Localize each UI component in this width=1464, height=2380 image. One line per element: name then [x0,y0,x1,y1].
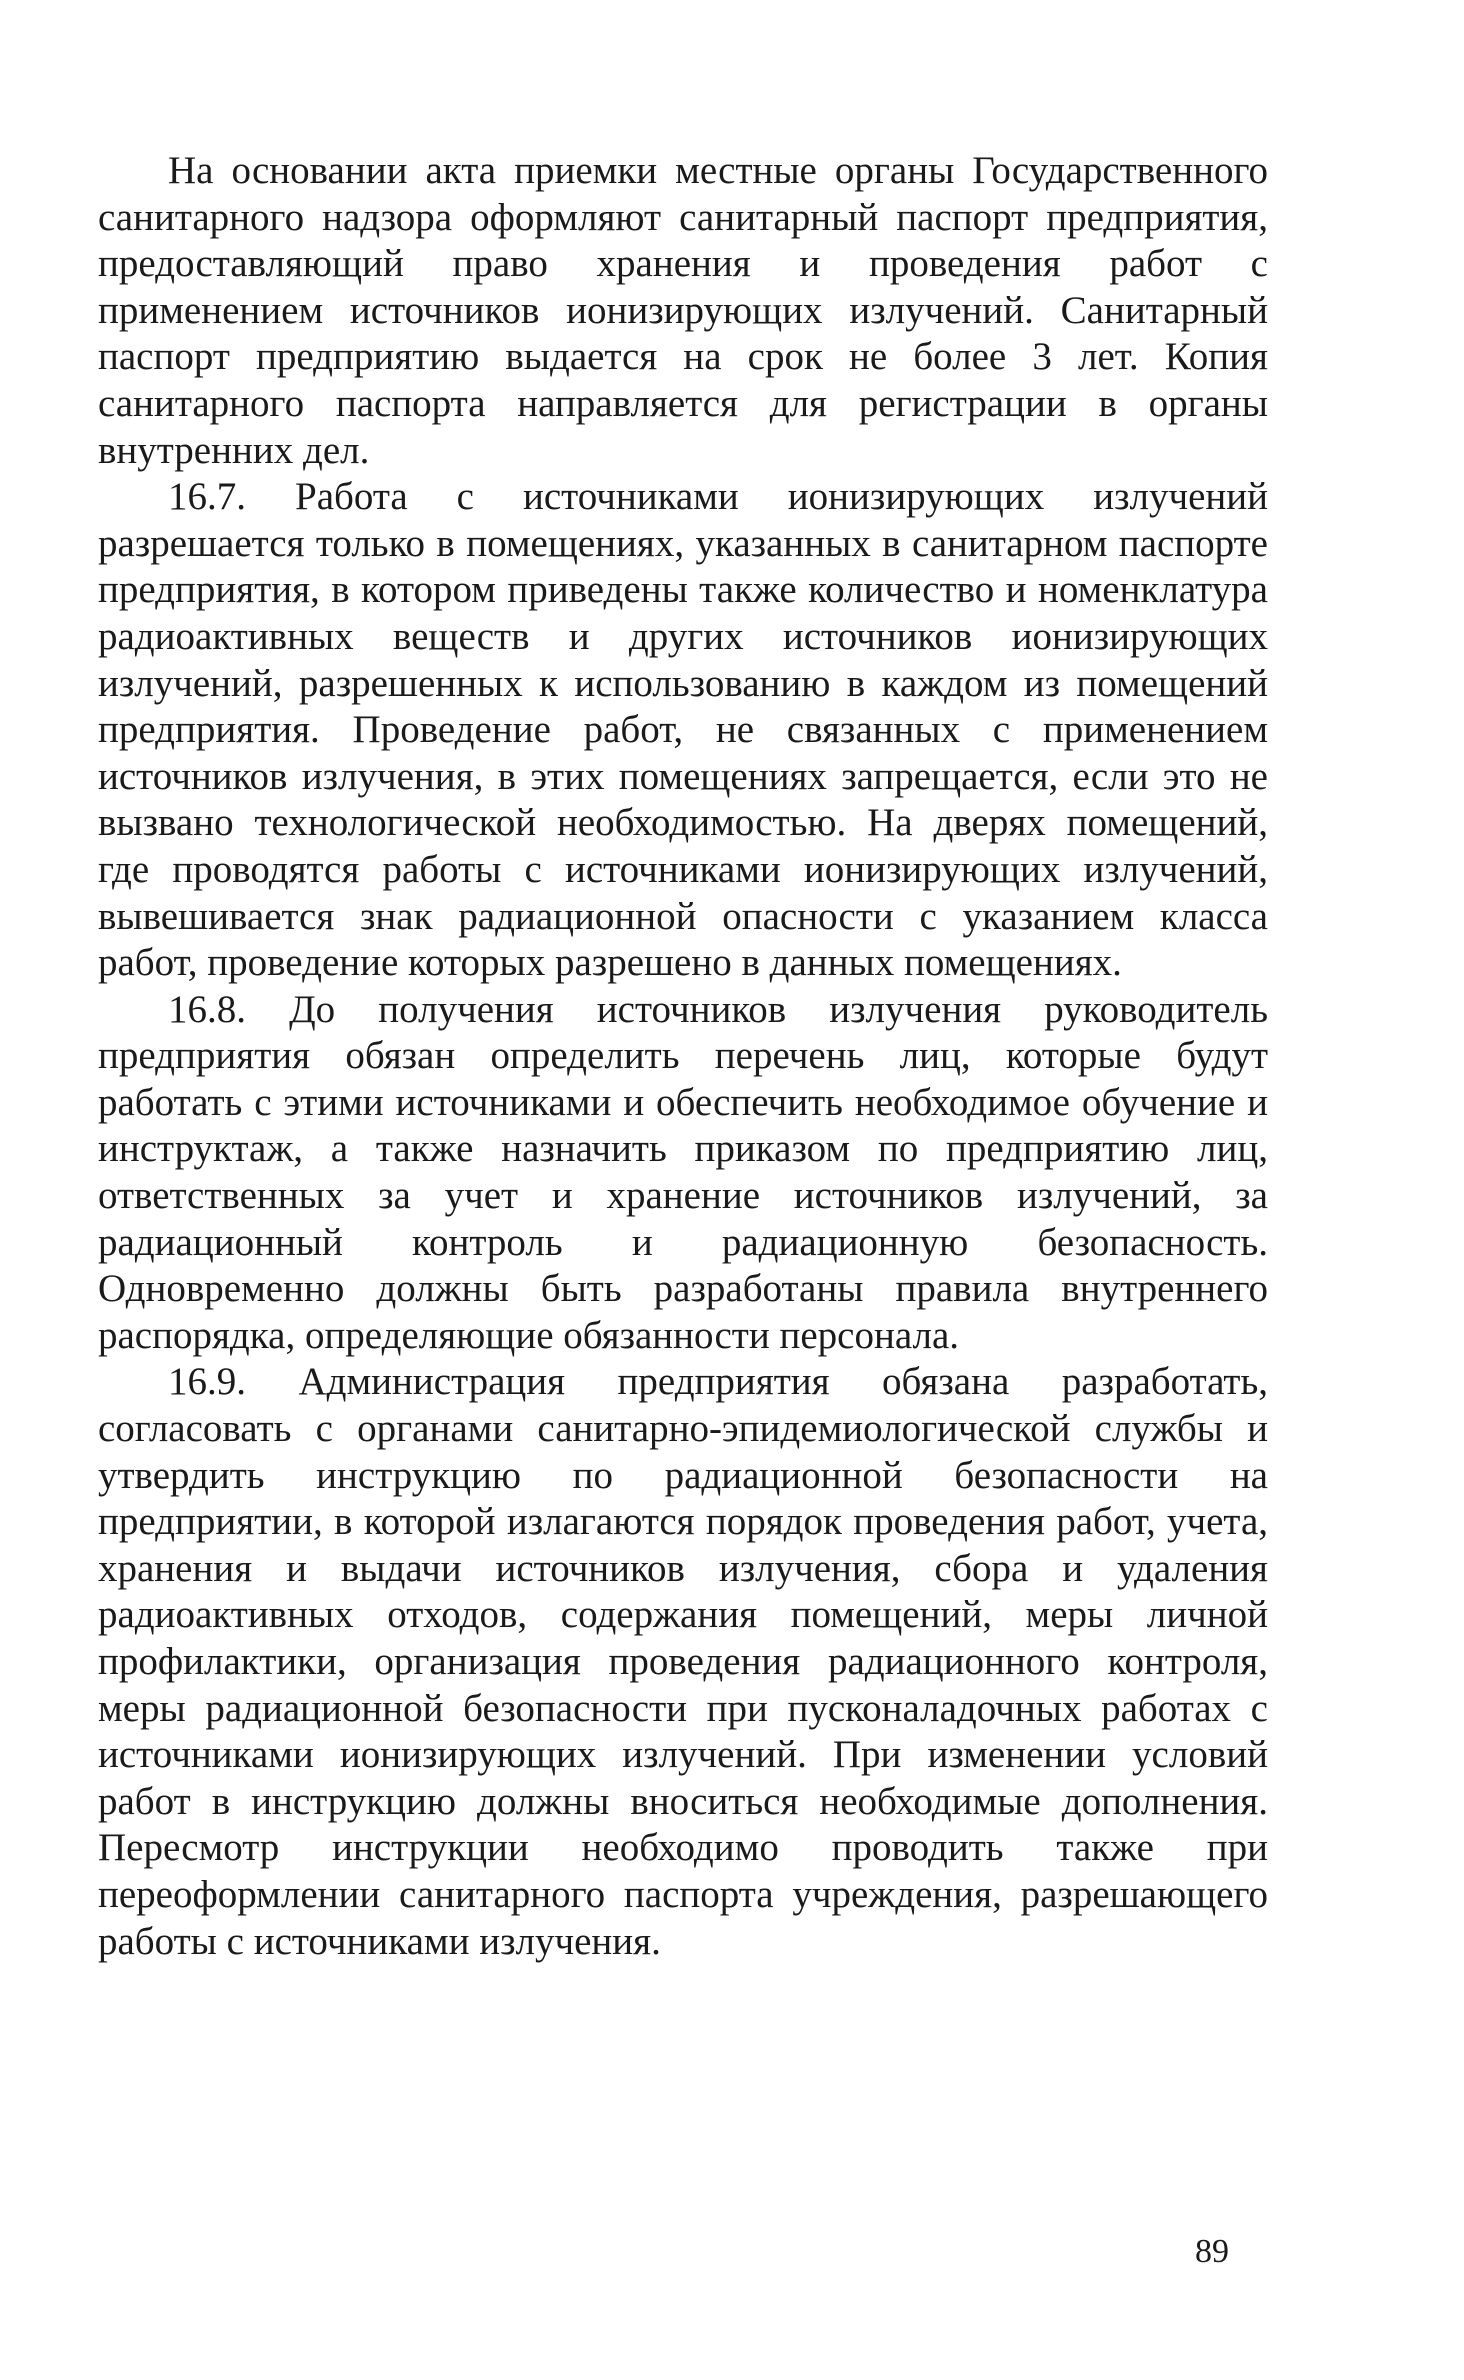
paragraph-16-7: 16.7. Работа с источниками ионизирующих излучений разрешается только в помещениях, указанных в санитарном паспорте предприятия, в котором приведены также количество и номенклатура радиоактивных веществ и других источников ионизирующих излучений, разрешенных к использованию в каждом из помещений предприятия. Проведение работ, не связанных с применением источников излучения, в этих помещениях запрещается, если это не вызвано технологической необходимостью. На дверях помещений, где проводятся работы с источниками ионизирующих излучений, вывешивается знак радиационной опасности с указанием класса работ, проведение которых разрешено в данных помещениях. [98,475,1268,985]
paragraph-sanitary-passport: На основании акта приемки местные органы Государственного санитарного надзора оформляют санитарный паспорт предприятия, предоставляющий право хранения и проведения работ с применением источников ионизирующих излучений. Санитарный паспорт предприятию выдается на срок не более 3 лет. Копия санитарного паспорта направляется для регистрации в органы внутренних дел. [98,149,1268,472]
body-text [98,148,1268,1965]
paragraph-16-8: 16.8. До получения источников излучения руководитель предприятия обязан определить перечень лиц, которые будут работать с этими источниками и обеспечить необходимое обучение и инструктаж, а также назначить приказом по предприятию лиц, ответственных за учет и хранение источников излучений, за радиационный контроль и радиационную безопасность. Одновременно должны быть разработаны правила внутреннего распорядка, определяющие обязанности персонала. [98,987,1268,1357]
page-number: 89 [1195,2233,1229,2270]
paragraph-16-9: 16.9. Администрация предприятия обязана разработать, согласовать с органами санитарно-эпидемиологической службы и утвердить инструкцию по радиационной безопасности на предприятии, в которой излагаются порядок проведения работ, учета, хранения и выдачи источников излучения, сбора и удаления радиоактивных отходов, содержания помещений, меры личной профилактики, организация проведения радиационного контроля, меры радиационной безопасности при пусконаладочных работах с источниками ионизирующих излучений. При изменении условий работ в инструкцию должны вноситься необходимые дополнения. Пересмотр инструкции необходимо проводить также при переоформлении санитарного паспорта учреждения, разрешающего работы с источниками излучения. [98,1360,1268,1963]
